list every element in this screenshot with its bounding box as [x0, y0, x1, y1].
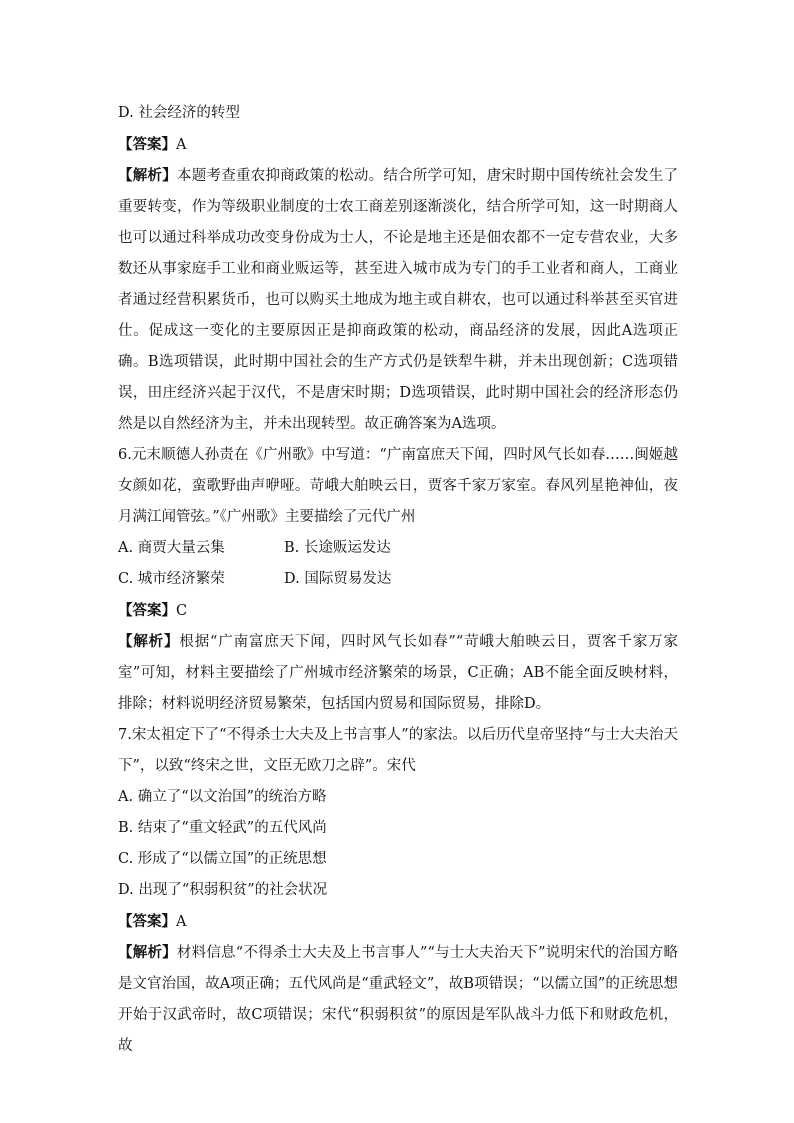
- q5-answer: [118, 129, 678, 160]
- analysis-tag: 【解析】: [118, 944, 177, 961]
- page-content: [118, 98, 678, 1062]
- q5-option-d: D. 社会经济的转型: [118, 105, 240, 121]
- analysis-tag: 【解析】: [118, 633, 180, 650]
- q5-analysis: [118, 160, 678, 440]
- answer-value: A: [176, 137, 187, 153]
- analysis-text: 根据“广南富庶天下闻，四时风气长如春”“苛峨大舶映云日，贾客千家万家室”可知，材料主要描绘了广州城市经济繁荣的场景，C正确；AB不能全面反映材料，排除；材料说明经济贸易繁荣，包括国内贸易和国际贸易，排除D。: [118, 634, 678, 712]
- q6-option-b: B. 长途贩运发达: [284, 540, 391, 556]
- q7-option-a: A. 确立了“以文治国”的统治方略: [118, 789, 327, 805]
- q7-stem: 7.宋太祖定下了“不得杀士大夫及上书言事人”的家法。以后历代皇帝坚持“与士大夫治天下”，以致“终宋之世，文臣无欧刀之辟”。宋代: [118, 727, 678, 774]
- q6-option-d: D. 国际贸易发达: [284, 571, 392, 587]
- answer-value: C: [176, 603, 188, 619]
- analysis-tag: 【解析】: [118, 167, 177, 184]
- q7-option-b: B. 结束了“重文轻武”的五代风尚: [118, 820, 327, 836]
- q7-analysis: [118, 937, 678, 1062]
- q6-option-a: A. 商贾大量云集: [118, 540, 225, 556]
- q7-option-c: C. 形成了“以儒立国”的正统思想: [118, 851, 327, 867]
- answer-value: A: [176, 914, 187, 930]
- q6-options-row-2: [118, 564, 678, 595]
- answer-tag: 【答案】: [118, 913, 176, 930]
- answer-tag: 【答案】: [118, 602, 176, 619]
- analysis-text: 本题考查重农抑商政策的松动。结合所学可知，唐宋时期中国传统社会发生了重要转变，作为等级职业制度的士农工商差别逐渐淡化，结合所学可知，这一时期商人也可以通过科举成功改变身份成为士人，不论是地主还是佃农都不一定专营农业，大多数还从事家庭手工业和商业贩运等，甚至进入城市成为专门的手工业者和商人，工商业者通过经营积累货币，也可以购买土地成为地主或自耕农，也可以通过科举甚至买官进仕。促成这一变化的主要原因正是抑商政策的松动，商品经济的发展，因此A选项正确。B选项错误，此时期中国社会的生产方式仍是铁犁牛耕，并未出现创新；C选项错误，田庄经济兴起于汉代，不是唐宋时期；D选项错误，此时期中国社会的经济形态仍然是以自然经济为主，并未出现转型。故正确答案为A选项。: [118, 168, 679, 432]
- q6-options-row-1: [118, 533, 678, 564]
- q6-option-c: C. 城市经济繁荣: [118, 571, 225, 587]
- q7-option-d: D. 出现了“积弱积贫”的社会状况: [118, 882, 328, 898]
- q6-answer: [118, 595, 678, 626]
- analysis-text: 材料信息“不得杀士大夫及上书言事人”“与士大夫治天下”说明宋代的治国方略是文官治国，故A项正确；五代风尚是“重武轻文”，故B项错误；“以儒立国”的正统思想开始于汉武帝时，故C项错误；宋代“积弱积贫”的原因是军队战斗力低下和财政危机，故: [118, 945, 679, 1054]
- answer-tag: 【答案】: [118, 136, 176, 153]
- q6-analysis: [118, 626, 678, 720]
- q7-answer: [118, 906, 678, 937]
- q6-stem: 6.元末顺德人孙责在《广州歌》中写道：“广南富庶天下闻，四时风气长如春……闽姬越女颜如花，蛮歌野曲声咿哑。苛峨大舶映云日，贾客千家万家室。春风列星艳神仙，夜月满江闻管弦。”《广州歌》主要描绘了元代广州: [118, 447, 678, 525]
